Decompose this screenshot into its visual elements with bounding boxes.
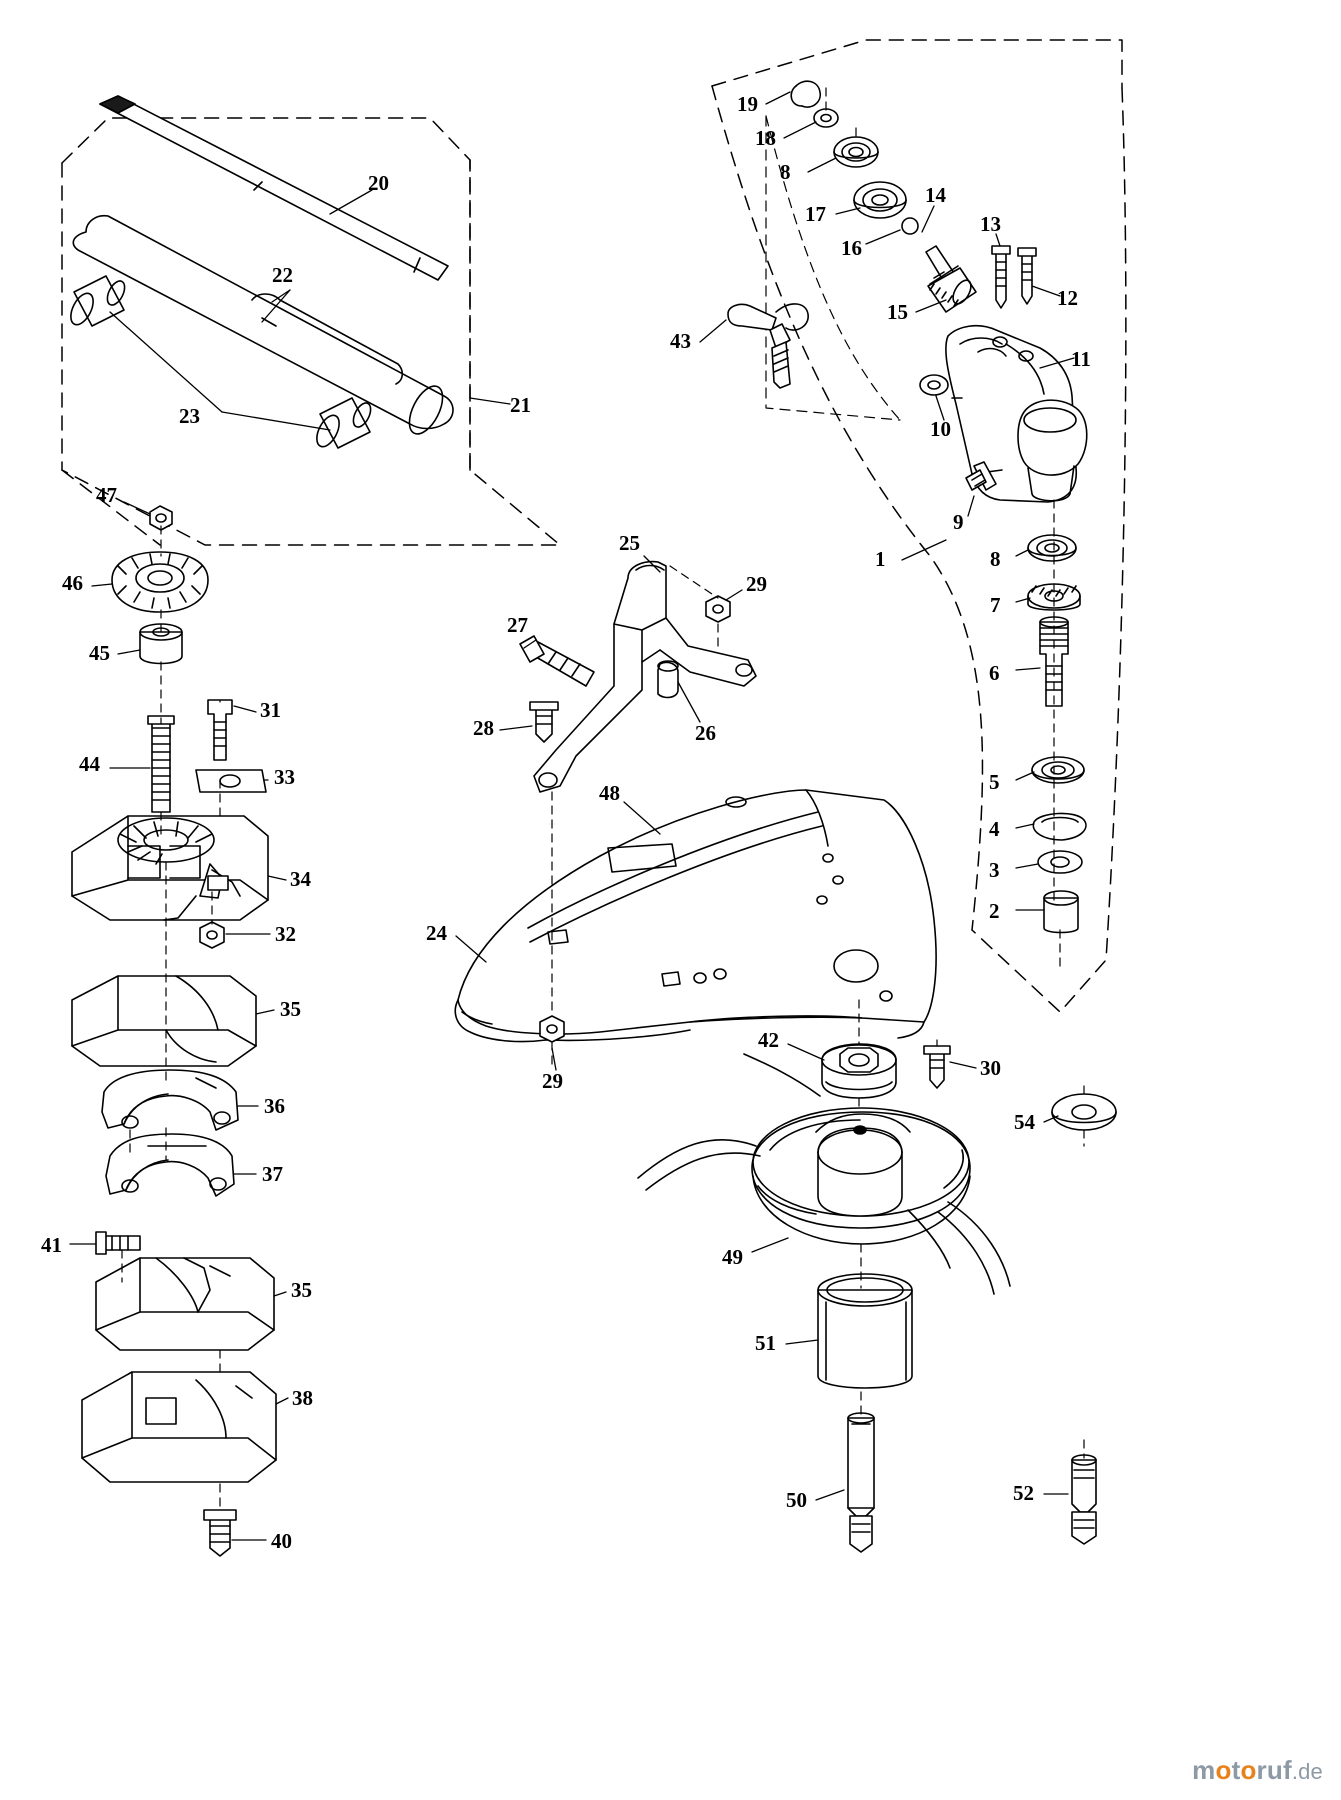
callout-32: 32	[275, 922, 296, 946]
part-49-trimmer-head	[638, 1054, 1010, 1294]
part-11-gearbox-housing	[946, 326, 1087, 502]
part-8-bearing-lower	[1028, 535, 1076, 561]
callout-42: 42	[758, 1028, 779, 1052]
callout-35: 35	[280, 997, 301, 1021]
part-16-ball	[902, 218, 918, 234]
part-35-cover-upper	[72, 976, 256, 1066]
part-5-bearing-lower2	[1032, 757, 1084, 783]
watermark	[1192, 1755, 1323, 1786]
part-13-screw	[992, 246, 1010, 308]
part-38-base-housing	[82, 1372, 276, 1482]
callout-26: 26	[695, 721, 716, 745]
part-40-screw	[204, 1510, 236, 1556]
part-28-bolt	[530, 702, 558, 742]
part-10-washer	[920, 375, 948, 395]
callout-3: 3	[989, 858, 1000, 882]
part-3-washer	[1038, 851, 1082, 873]
callout-41: 41	[41, 1233, 62, 1257]
callout-50: 50	[786, 1488, 807, 1512]
callout-8: 8	[990, 547, 1001, 571]
part-42-hub	[822, 1044, 896, 1098]
callout-43: 43	[670, 329, 691, 353]
callout-11: 11	[1071, 347, 1091, 371]
callout-34: 34	[290, 867, 311, 891]
callout-30: 30	[980, 1056, 1001, 1080]
callout-18: 18	[755, 126, 776, 150]
callout-52: 52	[1013, 1481, 1034, 1505]
callout-49: 49	[722, 1245, 743, 1269]
callout-10: 10	[930, 417, 951, 441]
part-48-shield	[455, 790, 936, 1042]
part-8-bearing-upper	[834, 137, 878, 167]
callout-38: 38	[292, 1386, 313, 1410]
callout-19: 19	[737, 92, 758, 116]
callout-45: 45	[89, 641, 110, 665]
leader-lines-group-21	[110, 190, 510, 430]
part-46-knob	[112, 552, 208, 612]
callout-28: 28	[473, 716, 494, 740]
part-54-washer	[1052, 1094, 1116, 1130]
callout-15: 15	[887, 300, 908, 324]
callout-25: 25	[619, 531, 640, 555]
callout-33: 33	[274, 765, 295, 789]
callout-29: 29	[542, 1069, 563, 1093]
callout-40: 40	[271, 1529, 292, 1553]
callout-7: 7	[990, 593, 1001, 617]
part-25-bracket	[534, 562, 756, 792]
callout-54: 54	[1014, 1110, 1035, 1134]
callout-35: 35	[291, 1278, 312, 1302]
part-41-screw	[96, 1232, 140, 1254]
callout-17: 17	[805, 202, 826, 226]
callout-2: 2	[989, 899, 1000, 923]
part-43-bolt-handle	[728, 304, 808, 388]
part-18-washer	[814, 109, 838, 127]
callout-1: 1	[875, 547, 886, 571]
part-52-bolt-small	[1072, 1455, 1096, 1544]
part-2-bushing	[1044, 891, 1078, 933]
callout-29: 29	[746, 572, 767, 596]
callout-9: 9	[953, 510, 964, 534]
callout-13: 13	[980, 212, 1001, 236]
part-15-bevel-gear	[928, 268, 976, 312]
callout-22: 22	[272, 263, 293, 287]
callout-20: 20	[368, 171, 389, 195]
callout-51: 51	[755, 1331, 776, 1355]
callout-4: 4	[989, 817, 1000, 841]
callout-21: 21	[510, 393, 531, 417]
callout-46: 46	[62, 571, 83, 595]
part-30-bolt	[924, 1046, 950, 1088]
callout-5: 5	[989, 770, 1000, 794]
part-17-bearing	[854, 182, 906, 218]
callout-8: 8	[780, 160, 791, 184]
part-35-cover-lower	[96, 1258, 274, 1350]
callout-23: 23	[179, 404, 200, 428]
callout-24: 24	[426, 921, 447, 945]
part-37-clamp-lower	[106, 1134, 234, 1196]
part-12-screw	[1018, 248, 1036, 304]
callout-31: 31	[260, 698, 281, 722]
part-29-nut-lower	[540, 1016, 564, 1042]
callout-37: 37	[262, 1162, 283, 1186]
part-19-retaining-ring	[791, 81, 820, 107]
callout-14: 14	[925, 183, 946, 207]
callout-36: 36	[264, 1094, 285, 1118]
callout-27: 27	[507, 613, 528, 637]
callout-47: 47	[96, 483, 117, 507]
callout-44: 44	[79, 752, 100, 776]
part-33-plate	[196, 770, 266, 792]
part-4-retaining-ring	[1033, 813, 1086, 840]
part-34-clutch-housing	[72, 816, 268, 920]
callout-6: 6	[989, 661, 1000, 685]
watermark-suffix: .de	[1291, 1759, 1323, 1784]
callout-48: 48	[599, 781, 620, 805]
part-32-nut	[200, 922, 224, 948]
callout-12: 12	[1057, 286, 1078, 310]
part-36-clamp-upper	[102, 1070, 238, 1130]
callout-16: 16	[841, 236, 862, 260]
part-50-bolt	[848, 1413, 874, 1552]
part-44-threaded-rod	[148, 716, 174, 812]
watermark-brand: motoruf	[1192, 1755, 1292, 1785]
part-51-cover	[818, 1274, 912, 1388]
part-31-stud	[208, 700, 232, 760]
